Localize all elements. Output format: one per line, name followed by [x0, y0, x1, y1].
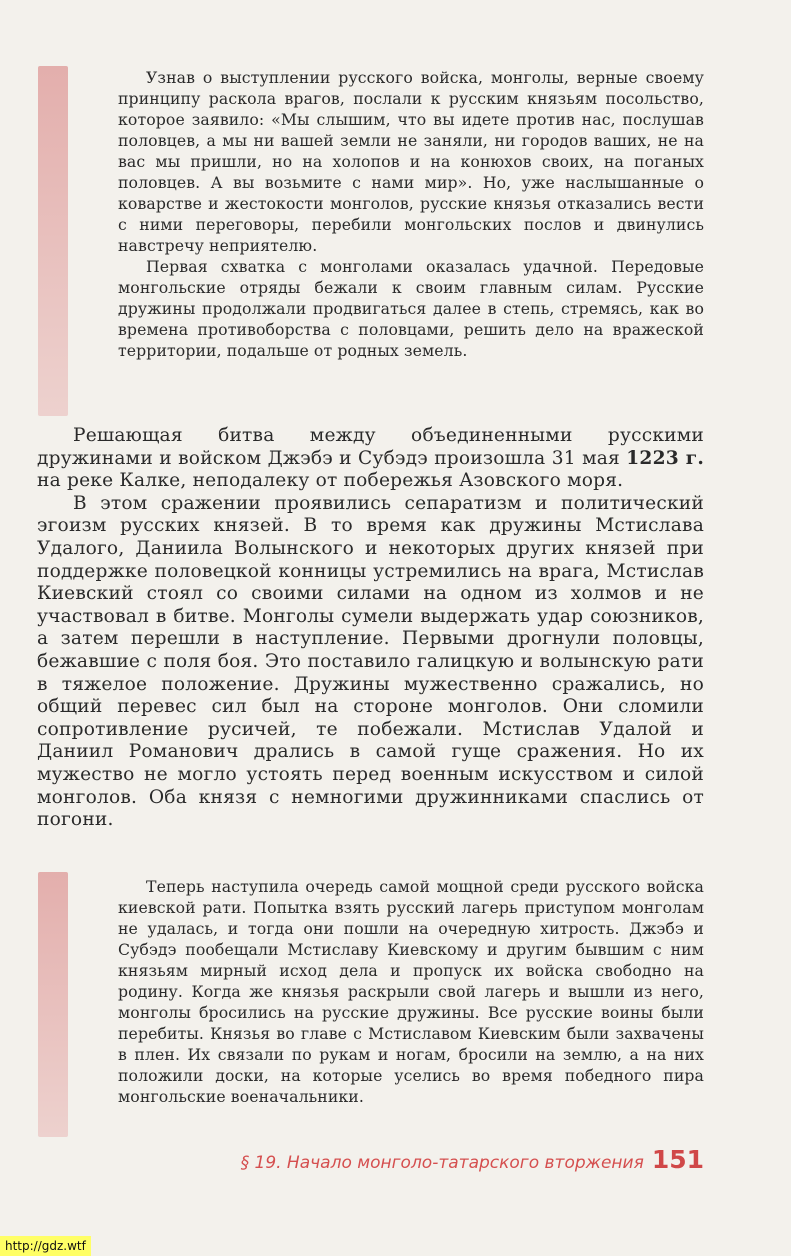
paragraph-text: Решающая битва между объединенными русскими дружинами и войском Джэбэ и Субэдэ произошла 31 мая [37, 425, 704, 469]
margin-accent-bar-bottom [38, 872, 68, 1137]
paragraph-text: на реке Калке, неподалеку от побережья Азовского моря. [37, 470, 624, 492]
paragraph [37, 425, 704, 493]
paragraph: Теперь наступила очередь самой мощной среди русского войска киевской рати. Попытка взять русский лагерь приступом монголам не удалась, и тогда они пошли на очередную хитрость. Джэбэ и Субэдэ пообещали Мстиславу Киевскому и другим бывшим с ним князьям мирный исход дела и пропуск их войска свободно на родину. Когда же князья раскрыли свой лагерь и вышли из него, монголы бросились на русские дружины. Все русские воины были перебиты. Князья во главе с Мстиславом Киевским были захвачены в плен. Их связали по рукам и ногам, бросили на землю, а на них положили доски, на которые уселись во время победного пира монгольские военачальники. [118, 877, 704, 1106]
main-text-block [37, 425, 704, 832]
supplementary-text-block-2 [118, 876, 704, 1107]
page-number: 151 [651, 1145, 704, 1174]
page-footer [0, 1145, 704, 1174]
paragraph: Первая схватка с монголами оказалась удачной. Передовые монгольские отряды бежали к своим главным силам. Русские дружины продолжали продвигаться далее в степь, стремясь, как во времена противоборства с половцами, решить дело на вражеской территории, подальше от родных земель. [118, 257, 704, 360]
section-title: § 19. Начало монголо-татарского вторжения [240, 1153, 644, 1173]
supplementary-text-block-1 [118, 67, 704, 361]
margin-accent-bar-top [38, 66, 68, 416]
paragraph: В этом сражении проявились сепаратизм и политический эгоизм русских князей. В то время как дружины Мстислава Удалого, Даниила Волынского и некоторых других князей при поддержке половецкой конницы устремились на врага, Мстислав Киевский стоял со своими силами на одном из холмов и не участвовал в битве. Монголы сумели выдержать удар союзников, а затем перешли в наступление. Первыми дрогнули половцы, бежавшие с поля боя. Это поставило галицкую и волынскую рати в тяжелое положение. Дружины мужественно сражались, но общий перевес сил был на стороне монголов. Они сломили сопротивление русичей, те побежали. Мстислав Удалой и Даниил Романович дрались в самой гуще сражения. Но их мужество не могло устоять перед военным искусством и силой монголов. Оба князя с немногими дружинниками спаслись от погони. [37, 492, 704, 831]
battle-date: 1223 г. [626, 447, 704, 469]
watermark-link[interactable]: http://gdz.wtf [0, 1236, 91, 1256]
paragraph: Узнав о выступлении русского войска, монголы, верные своему принципу раскола врагов, послали к русским князьям посольство, которое заявило: «Мы слышим, что вы идете против нас, послушав половцев, а мы ни вашей земли не заняли, ни городов ваших, не на вас мы пришли, но на холопов и на конюхов своих, на поганых половцев. А вы возьмите с нами мир». Но, уже наслышанные о коварстве и жестокости монголов, русские князья отказались вести с ними переговоры, перебили монгольских послов и двинулись навстречу неприятелю. [118, 68, 704, 255]
